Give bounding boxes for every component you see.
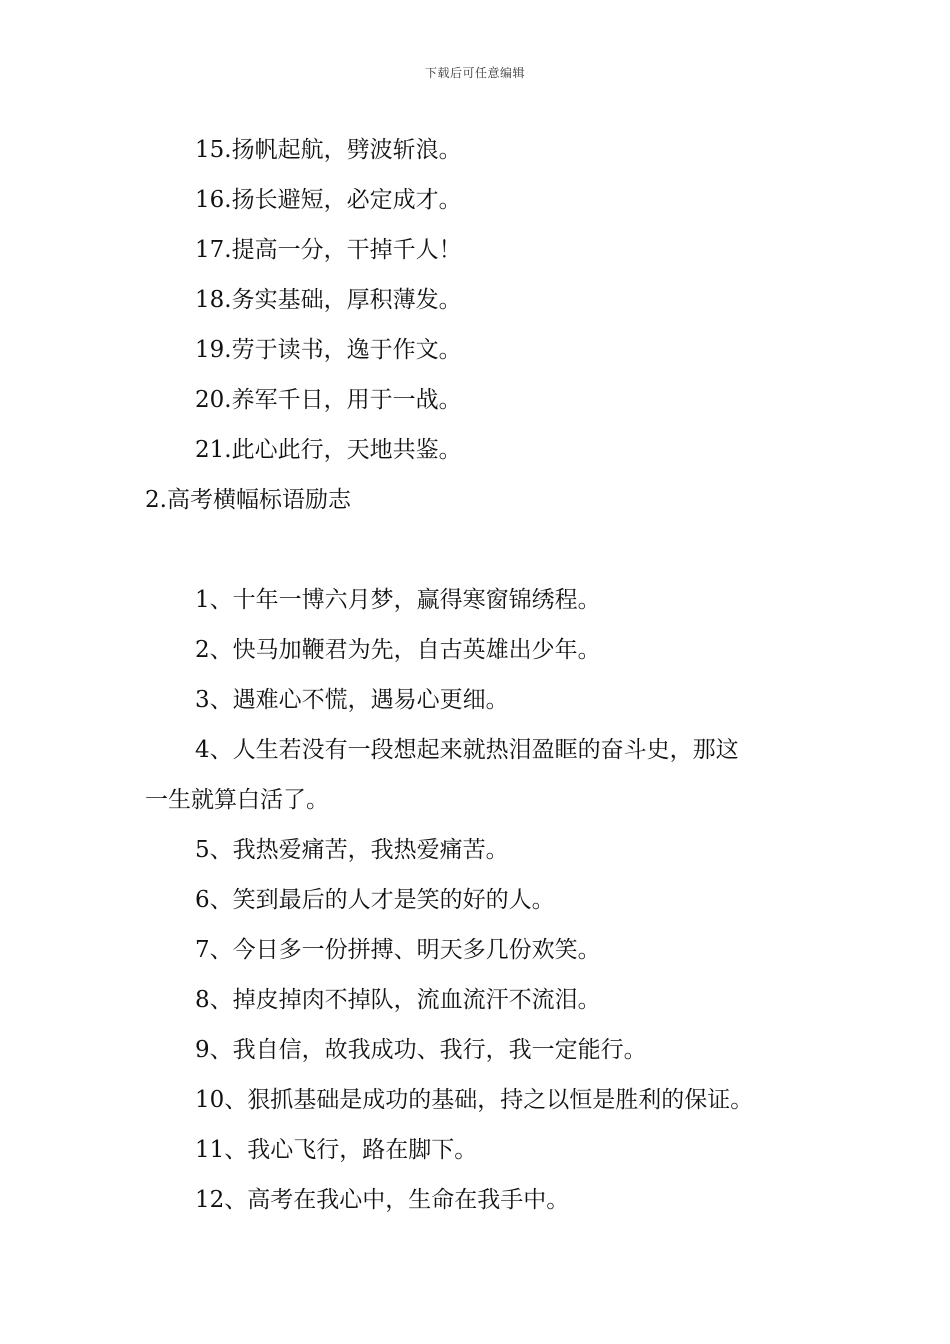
list-item: 12、高考在我心中，生命在我手中。 [195,1187,570,1213]
list-item: 9、我自信，故我成功、我行，我一定能行。 [195,1037,647,1063]
list-item: 20.养军千日，用于一战。 [195,387,462,413]
list-item: 6、笑到最后的人才是笑的好的人。 [195,887,555,913]
list-item: 17.提高一分，干掉千人！ [195,237,462,263]
section-heading: 2.高考横幅标语励志 [145,487,351,513]
list-item: 1、十年一博六月梦，赢得寒窗锦绣程。 [195,587,601,613]
list-item: 5、我热爱痛苦，我热爱痛苦。 [195,837,509,863]
list-item-line-2: 一生就算白活了。 [145,787,329,813]
list-item: 2、快马加鞭君为先，自古英雄出少年。 [195,637,601,663]
list-item: 18.务实基础，厚积薄发。 [195,287,462,313]
list-item: 21.此心此行，天地共鉴。 [195,437,462,463]
list-item: 15.扬帆起航，劈波斩浪。 [195,137,462,163]
list-item-line-1: 4、人生若没有一段想起来就热泪盈眶的奋斗史，那这 [195,737,739,763]
blank-line [145,525,815,575]
page-header: 下载后可任意编辑 [424,66,525,80]
list-item: 8、掉皮掉肉不掉队，流血流汗不流泪。 [195,987,601,1013]
list-item: 19.劳于读书，逸于作文。 [195,337,462,363]
list-item: 16.扬长避短，必定成才。 [195,187,462,213]
list-item: 11、我心飞行，路在脚下。 [195,1137,478,1163]
list-item: 3、遇难心不慌，遇易心更细。 [195,687,509,713]
list-item: 10、狠抓基础是成功的基础，持之以恒是胜利的保证。 [195,1087,754,1113]
document-body [145,125,815,1225]
list-item: 7、今日多一份拼搏、明天多几份欢笑。 [195,937,601,963]
